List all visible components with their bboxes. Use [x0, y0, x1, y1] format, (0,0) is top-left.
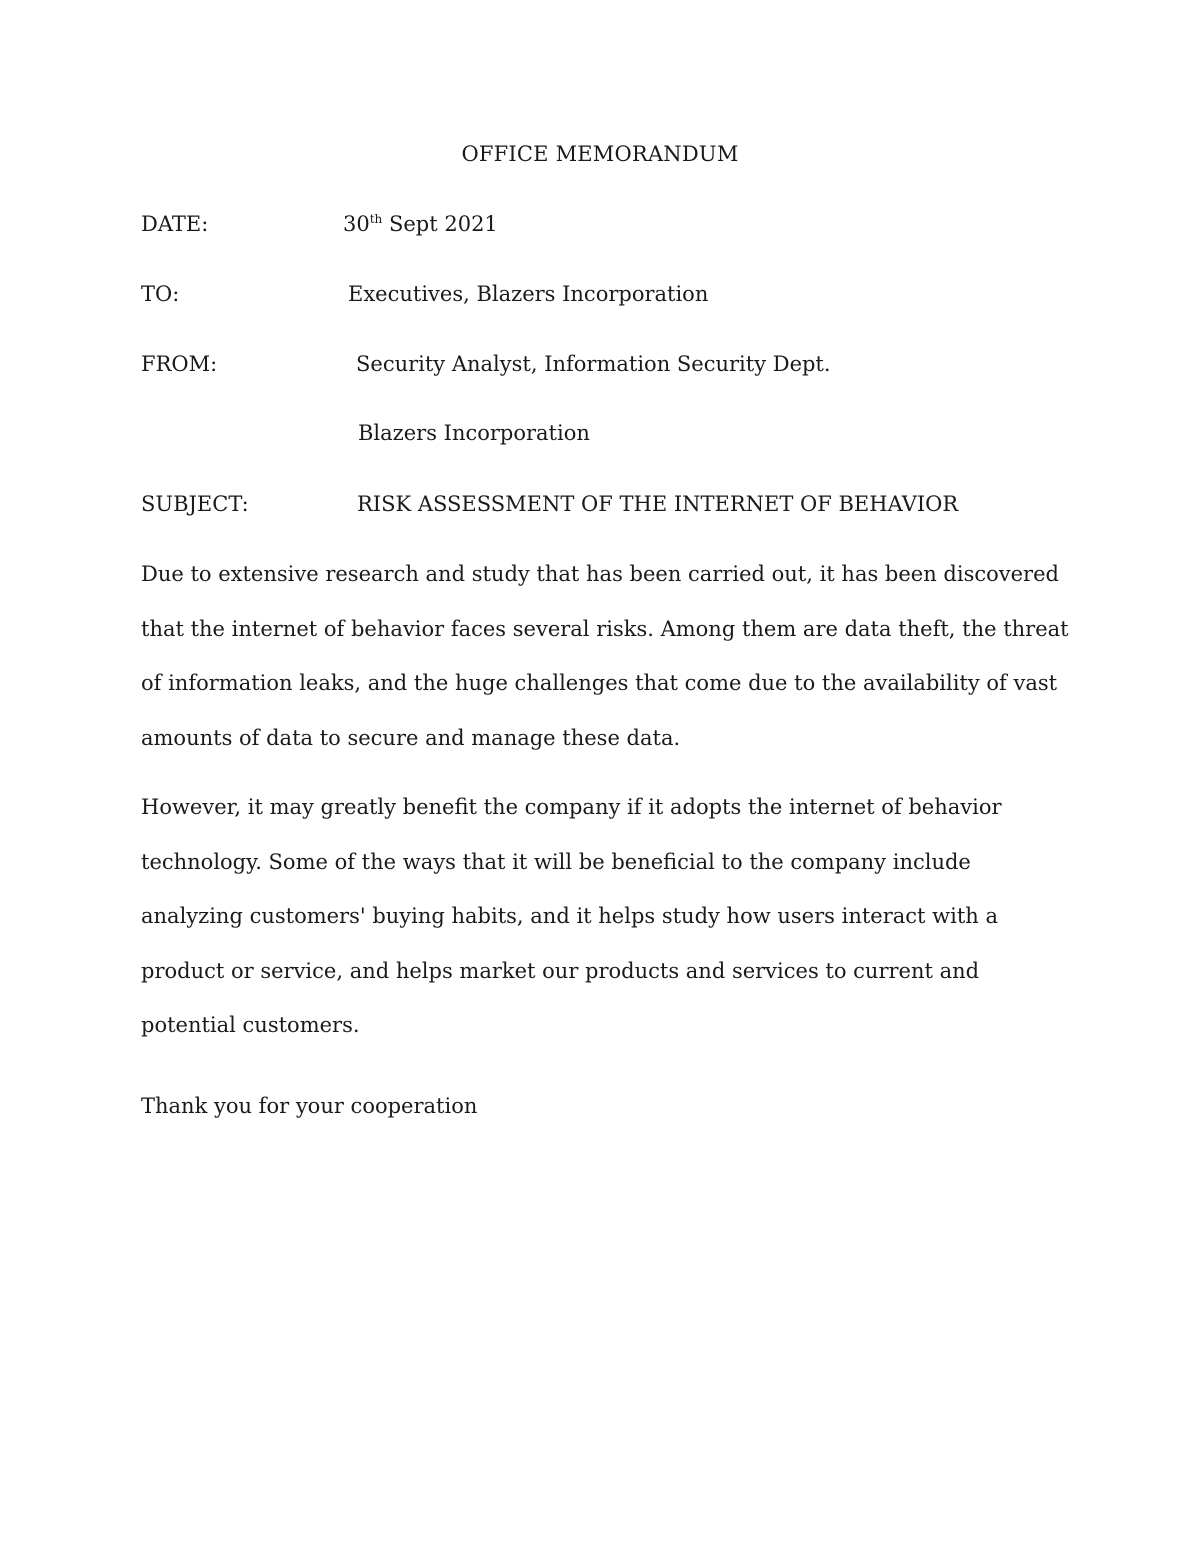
to-label: TO:	[141, 282, 180, 306]
date-suffix: th	[369, 212, 383, 226]
date-label: DATE:	[141, 212, 209, 236]
to-value: Executives, Blazers Incorporation	[348, 282, 709, 306]
subject-value: RISK ASSESSMENT OF THE INTERNET OF BEHAVIOR	[357, 492, 959, 516]
date-value	[343, 212, 498, 236]
from-label: FROM:	[141, 352, 218, 376]
subject-label: SUBJECT:	[141, 492, 249, 516]
body-paragraph-2: However, it may greatly benefit the company if it adopts the internet of behavior technology. Some of the ways that it will be beneficial to the company include analyzing customers' buying habits, and it helps study how users interact with a product or service, and helps market our products and services to current and potential customers.	[141, 795, 1002, 1037]
date-day: 30	[343, 212, 370, 236]
memo-title: OFFICE MEMORANDUM	[461, 142, 739, 166]
body-paragraph-1: Due to extensive research and study that has been carried out, it has been discovered that the internet of behavior faces several risks. Among them are data theft, the threat of information leaks, and the huge challenges that come due to the availability of vast amounts of data to secure and manage these data.	[141, 562, 1069, 750]
closing-line: Thank you for your cooperation	[141, 1094, 478, 1118]
from-value-line2: Blazers Incorporation	[358, 421, 590, 445]
date-rest: Sept 2021	[382, 212, 498, 236]
from-value-line1: Security Analyst, Information Security Dept.	[356, 352, 831, 376]
